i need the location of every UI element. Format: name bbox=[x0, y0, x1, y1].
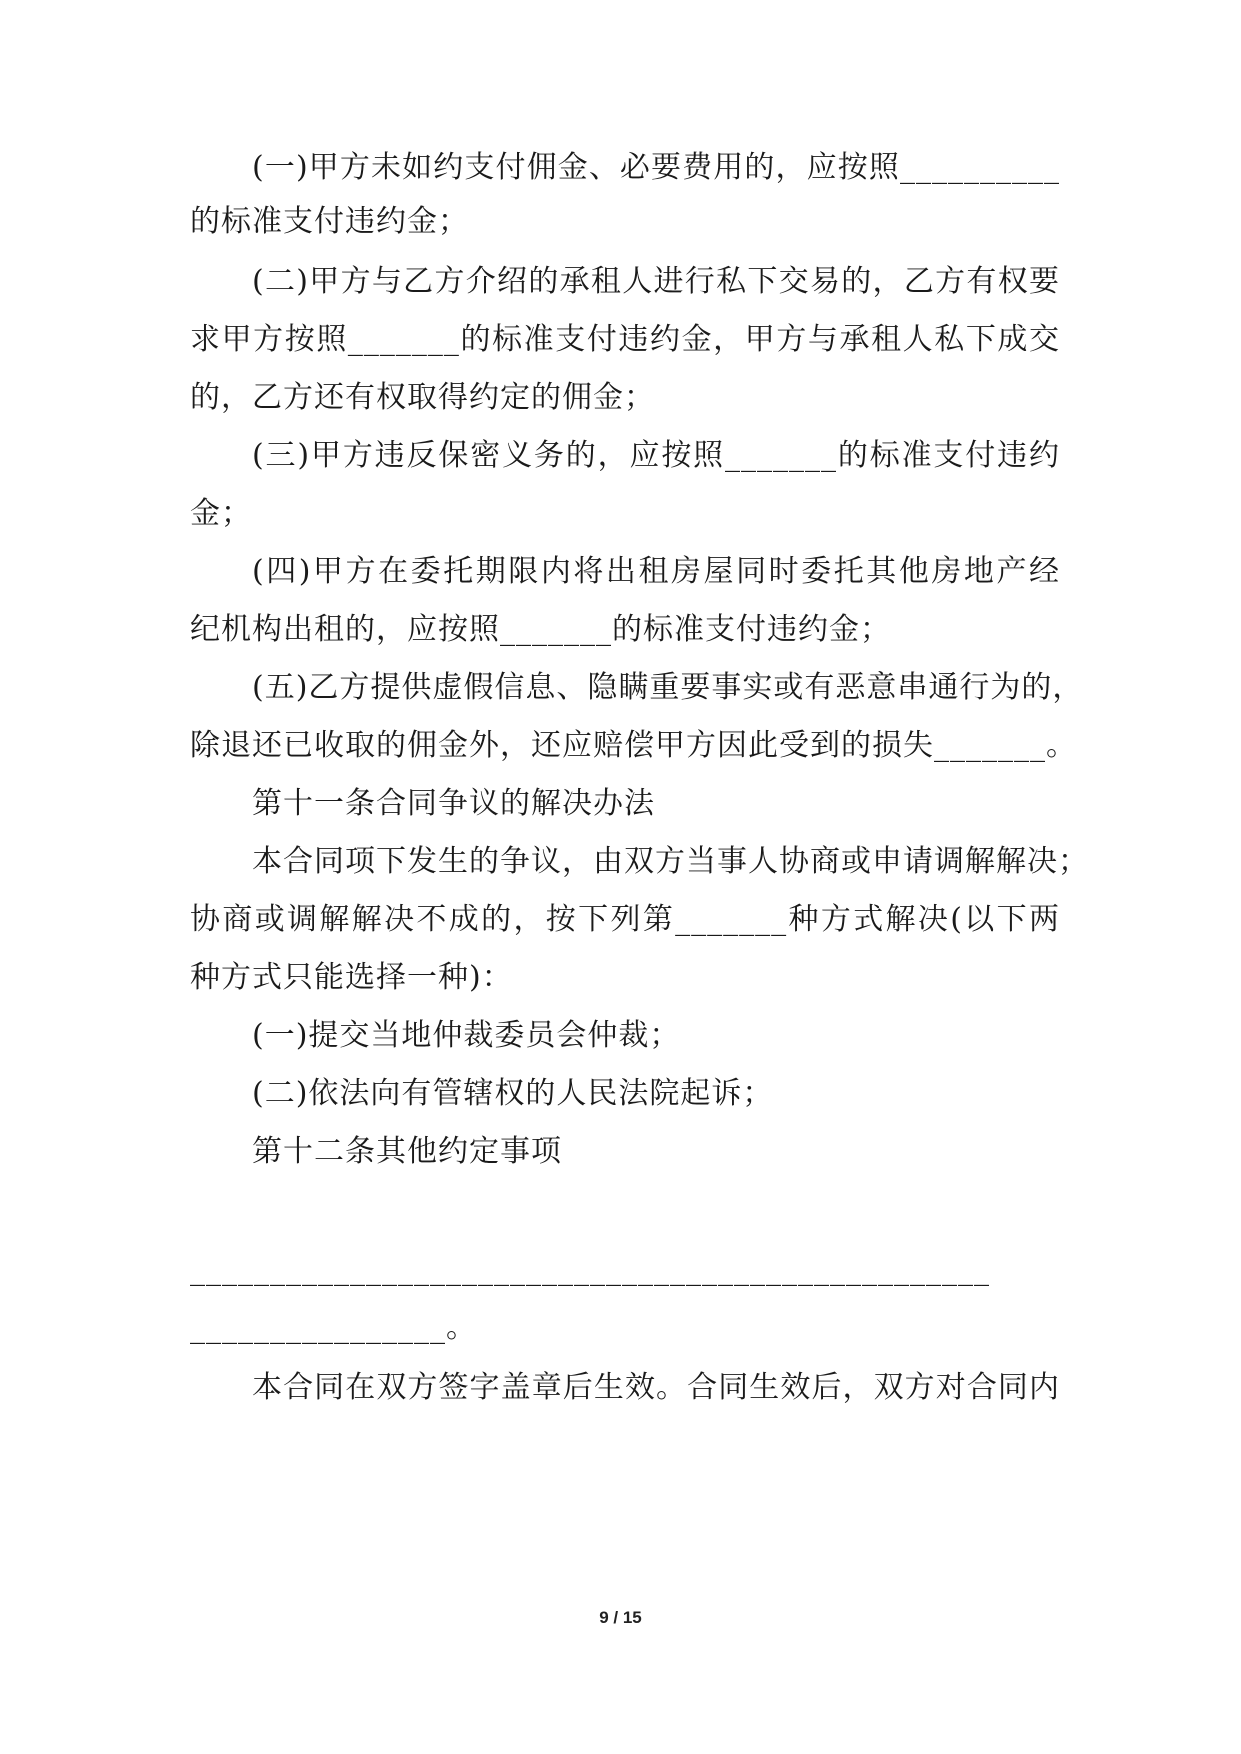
section-heading: 第十二条其他约定事项 bbox=[252, 1134, 562, 1169]
text-line: 种方式只能选择一种)： bbox=[190, 960, 513, 995]
text-line: (四)甲方在委托期限内将出租房屋同时委托其他房地产经 bbox=[252, 554, 1060, 589]
text-line: (三)甲方违反保密义务的，应按照_______的标准支付违约 bbox=[252, 438, 1060, 473]
text-line: 求甲方按照_______的标准支付违约金，甲方与承租人私下成交 bbox=[190, 322, 1060, 357]
text-line: 金； bbox=[190, 496, 252, 531]
text-line: 协商或调解解决不成的，按下列第_______种方式解决(以下两 bbox=[190, 902, 1060, 937]
text-line: 除退还已收取的佣金外，还应赔偿甲方因此受到的损失_______。 bbox=[190, 728, 1077, 763]
page-number: 9 / 15 bbox=[599, 1608, 642, 1627]
text-line: 本合同项下发生的争议，由双方当事人协商或申请调解解决； bbox=[252, 844, 1089, 879]
text-line: (一)提交当地仲裁委员会仲裁； bbox=[252, 1018, 681, 1053]
blank-fill-line: __________________________________________________ bbox=[190, 1252, 990, 1287]
blank-fill-line: ________________。 bbox=[190, 1310, 477, 1345]
section-heading: 第十一条合同争议的解决办法 bbox=[252, 786, 655, 821]
text-line: (二)依法向有管辖权的人民法院起诉； bbox=[252, 1076, 774, 1111]
text-line: 的，乙方还有权取得约定的佣金； bbox=[190, 380, 655, 415]
text-line: (二)甲方与乙方介绍的承租人进行私下交易的，乙方有权要 bbox=[252, 264, 1060, 299]
text-line: (五)乙方提供虚假信息、隐瞒重要事实或有恶意串通行为的， bbox=[252, 670, 1084, 705]
text-line: 本合同在双方签字盖章后生效。合同生效后，双方对合同内 bbox=[252, 1370, 1060, 1405]
text-line: 的标准支付违约金； bbox=[190, 204, 469, 239]
text-line: 纪机构出租的，应按照_______的标准支付违约金； bbox=[190, 612, 891, 647]
text-line: (一)甲方未如约支付佣金、必要费用的，应按照__________ bbox=[252, 150, 1060, 185]
